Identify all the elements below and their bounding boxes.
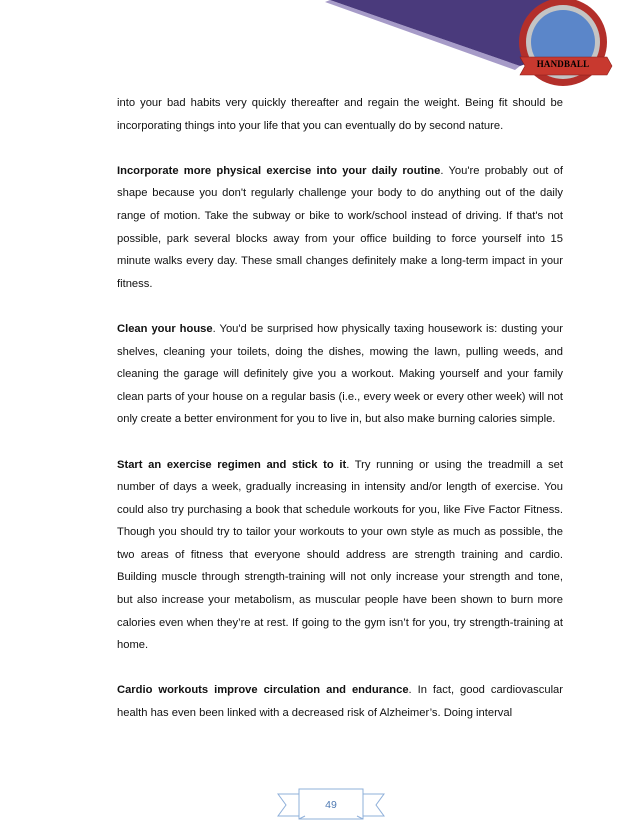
- paragraph-1-text: into your bad habits very quickly thereafter and regain the weight. Being fit should be incorporating things into your life that you can eventually do by second nature.: [117, 97, 563, 132]
- header-decoration: [0, 0, 638, 90]
- paragraph-2: [117, 160, 563, 296]
- paragraph-5: [117, 679, 563, 724]
- paragraph-5-text: . In fact, good cardiovascular health has even been linked with a decreased risk of Alzheimer’s. Doing interval: [117, 684, 563, 720]
- paragraph-4-heading: Start an exercise regimen and stick to it: [117, 458, 347, 471]
- paragraph-2-text: . You're probably out of shape because you don't regularly challenge your body to do anything out of the daily range of motion. Take the subway or bike to work/school instead of driving. If that's not possible, park several blocks away from your office building to force yourself into 15 minute walks every day. These small changes definitely make a long-term impact in your fitness.: [117, 164, 563, 290]
- document-body: [117, 92, 563, 747]
- page-number: 49: [325, 799, 337, 811]
- paragraph-3-text: . You'd be surprised how physically taxing housework is: dusting your shelves, cleaning your toilets, doing the dishes, mowing the lawn, pulling weeds, and cleaning the garage will definitely give you a workout. Making yourself and your family clean parts of your house on a regular basis (i.e., every week or every other week) will not only create a better environment for you to live in, but also make burning calories simple.: [117, 322, 564, 426]
- paragraph-3: [117, 318, 563, 431]
- paragraph-5-heading: Cardio workouts improve circulation and endurance: [117, 684, 409, 697]
- paragraph-3-heading: Clean your house: [117, 322, 213, 335]
- handball-label: HANDBALL: [536, 59, 590, 69]
- paragraph-4: [117, 454, 563, 657]
- paragraph-1: [117, 92, 563, 137]
- paragraph-2-heading: Incorporate more physical exercise into your daily routine: [117, 164, 441, 177]
- paragraph-4-text: . Try running or using the treadmill a set number of days a week, gradually increasing in intensity and/or length of exercise. You could also try purchasing a book that schedule workouts for you, like Five Factor Fitness. Though you should try to tailor your workouts to your own style as much as possible, the two areas of fitness that everyone should address are strength training and cardio. Building muscle through strength-training will not only increase your strength and tone, but also increase your metabolism, as muscular people have been shown to burn more calories even when they’re at rest. If going to the gym isn’t for you, try strength-training at home.: [117, 458, 564, 652]
